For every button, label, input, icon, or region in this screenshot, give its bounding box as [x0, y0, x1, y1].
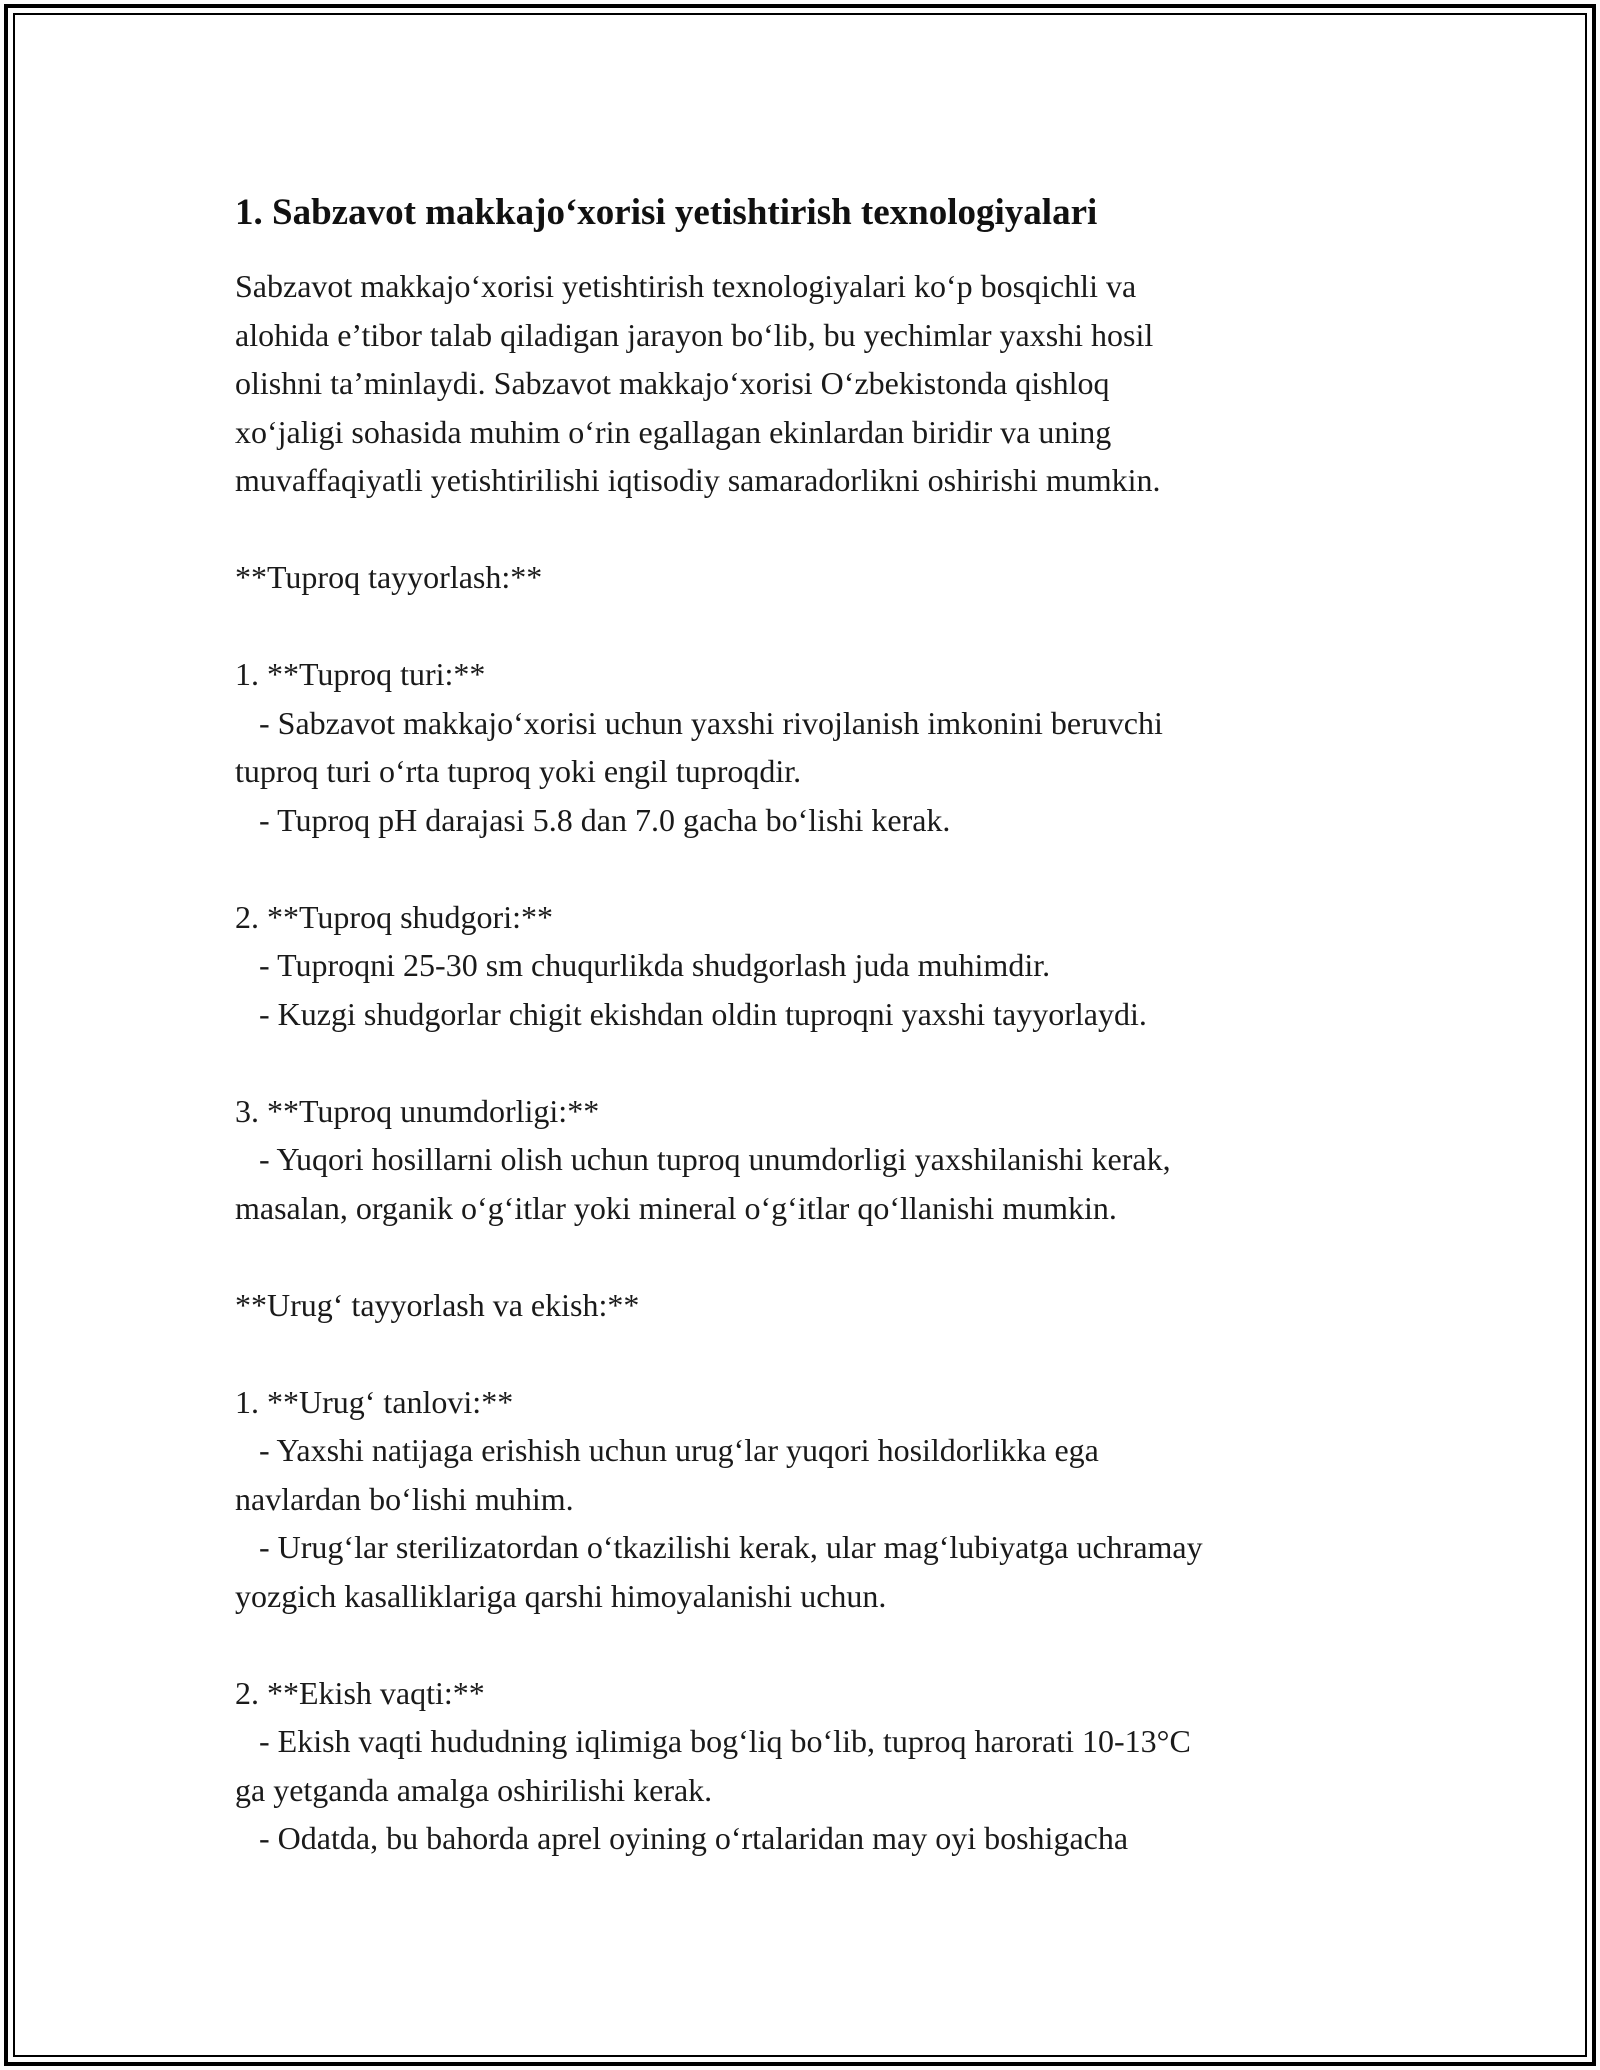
list-item-label: 1. **Tuproq turi:** [235, 656, 486, 692]
list-item-label: 1. **Urug‘ tanlovi:** [235, 1383, 514, 1420]
list-item-line: masalan, organik o‘g‘itlar yoki mineral o‘g‘itlar qo‘llanishi mumkin. [235, 1189, 1117, 1226]
section-soil-preparation [235, 553, 1405, 1232]
document-body [235, 188, 1405, 1863]
list-item-line: - Tuproqni 25-30 sm chuqurlikda shudgorlash juda muhimdir. [235, 947, 1051, 983]
list-item-label: 2. **Ekish vaqti:** [235, 1674, 485, 1711]
document-title: 1. Sabzavot makkajo‘xorisi yetishtirish texnologiyalari [235, 192, 1098, 233]
spacer [235, 1038, 1405, 1087]
list-item-line: - Tuproq pH darajasi 5.8 dan 7.0 gacha bo‘lishi kerak. [235, 801, 951, 838]
list-item-soil-type [235, 650, 1405, 844]
list-item-line: - Yaxshi natijaga erishish uchun urug‘lar yuqori hosildorlikka ega [235, 1432, 1099, 1468]
section-heading: **Tuproq tayyorlash:** [235, 559, 543, 595]
list-item-line: ga yetganda amalga oshirilishi kerak. [235, 1771, 713, 1808]
spacer [235, 1329, 1405, 1378]
intro-paragraph [235, 262, 1405, 505]
list-item-line: - Ekish vaqti hududning iqlimiga bog‘liq bo‘lib, tuproq harorati 10-13°C [235, 1723, 1191, 1759]
list-item-line: navlardan bo‘lishi muhim. [235, 1480, 574, 1517]
list-item-seed-selection [235, 1378, 1405, 1621]
list-item-label: 2. **Tuproq shudgori:** [235, 898, 553, 935]
list-item-line: - Odatda, bu bahorda aprel oyining o‘rtalaridan may oyi boshigacha [235, 1820, 1129, 1856]
spacer [235, 844, 1405, 893]
intro-line: olishni ta’minlaydi. Sabzavot makkajo‘xorisi O‘zbekistonda qishloq [235, 365, 1110, 401]
list-item-line: tuproq turi o‘rta tuproq yoki engil tuproqdir. [235, 753, 802, 789]
list-item-label: 3. **Tuproq unumdorligi:** [235, 1092, 600, 1129]
spacer [235, 602, 1405, 651]
list-item-soil-plowing [235, 893, 1405, 1039]
list-item-line: - Kuzgi shudgorlar chigit ekishdan oldin tuproqni yaxshi tayyorlaydi. [235, 995, 1147, 1032]
intro-line: Sabzavot makkajo‘xorisi yetishtirish texnologiyalari ko‘p bosqichli va [235, 268, 1137, 304]
section-heading: **Urug‘ tayyorlash va ekish:** [235, 1286, 640, 1323]
intro-line: xo‘jaligi sohasida muhim o‘rin egallagan ekinlardan biridir va uning [235, 413, 1112, 450]
intro-line: alohida e’tibor talab qiladigan jarayon bo‘lib, bu yechimlar yaxshi hosil [235, 316, 1154, 353]
list-item-line: - Yuqori hosillarni olish uchun tuproq unumdorligi yaxshilanishi kerak, [235, 1141, 1171, 1177]
section-seed-preparation [235, 1281, 1405, 1863]
list-item-line: yozgich kasalliklariga qarshi himoyalanishi uchun. [235, 1577, 887, 1614]
spacer [235, 1232, 1405, 1281]
list-item-sowing-time [235, 1669, 1405, 1863]
list-item-line: - Sabzavot makkajo‘xorisi uchun yaxshi rivojlanish imkonini beruvchi [235, 704, 1163, 741]
list-item-soil-fertility [235, 1087, 1405, 1233]
spacer [235, 1620, 1405, 1669]
intro-line: muvaffaqiyatli yetishtirilishi iqtisodiy samaradorlikni oshirishi mumkin. [235, 462, 1161, 498]
spacer [235, 505, 1405, 554]
list-item-line: - Urug‘lar sterilizatordan o‘tkazilishi kerak, ular mag‘lubiyatga uchramay [235, 1529, 1203, 1565]
